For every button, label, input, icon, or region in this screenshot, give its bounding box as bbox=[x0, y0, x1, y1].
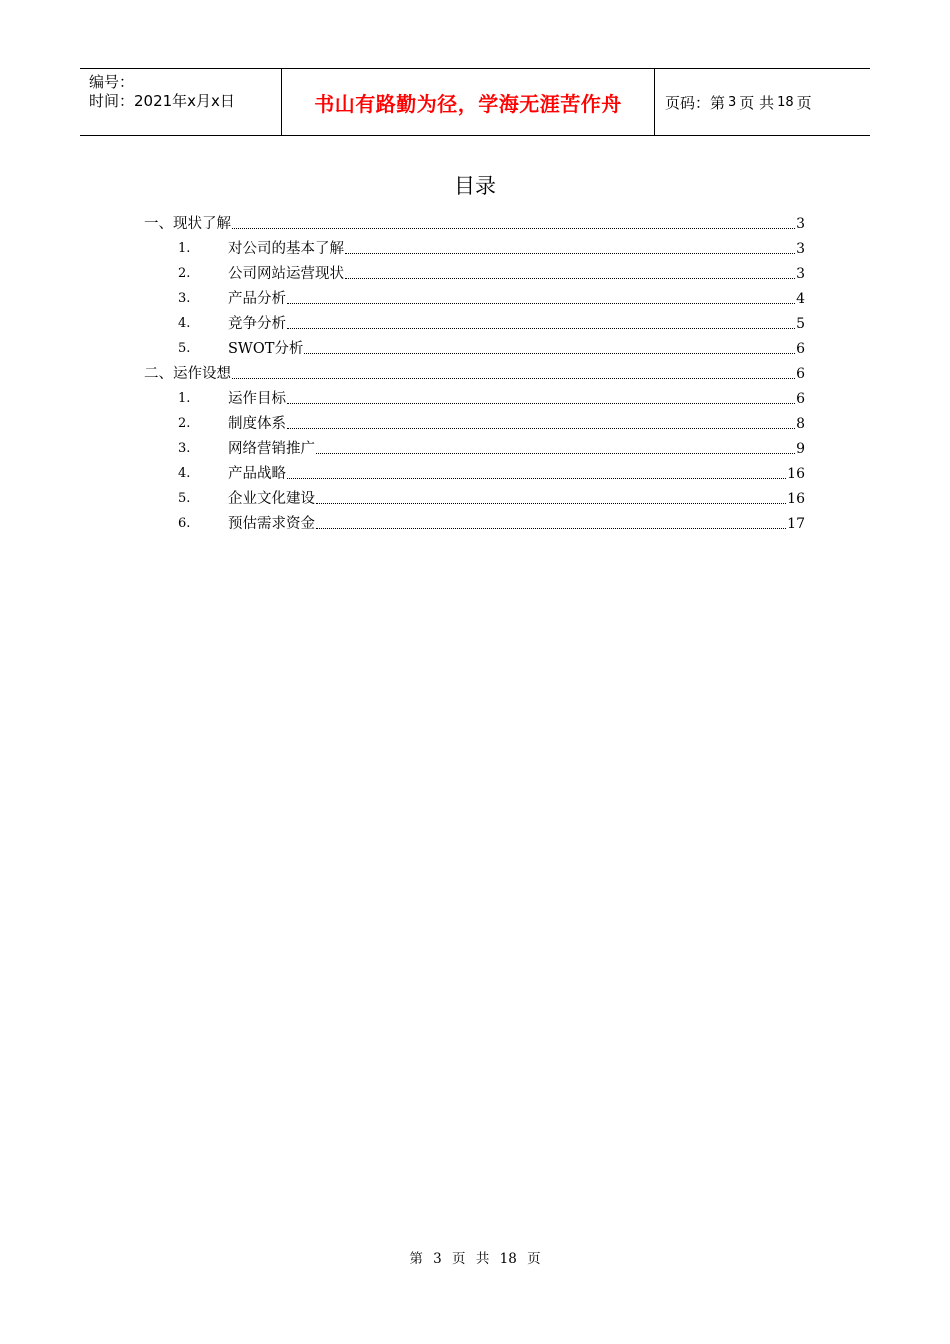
toc-entry-number: 3. bbox=[178, 441, 191, 456]
toc-dot-leader bbox=[316, 527, 786, 529]
toc-entry-label: 对公司的基本了解 bbox=[228, 241, 344, 257]
toc-subsection-entry[interactable] bbox=[178, 510, 805, 535]
toc-entry-number: 3. bbox=[178, 291, 191, 306]
motto-text: 书山有路勤为径，学海无涯苦作舟 bbox=[314, 91, 622, 116]
toc-subsection-entry[interactable] bbox=[178, 335, 805, 360]
toc-subsection-entry[interactable] bbox=[178, 260, 805, 285]
toc-entry-label: 公司网站运营现状 bbox=[228, 266, 344, 282]
toc-entry-page: 5 bbox=[796, 316, 805, 332]
toc-dot-leader bbox=[304, 352, 795, 354]
toc-dot-leader bbox=[345, 277, 795, 279]
page-label-mid: 页 共 bbox=[739, 93, 775, 112]
date-label: 时间：2021年x月x日 bbox=[89, 92, 235, 110]
toc-entry-label: 产品分析 bbox=[228, 291, 286, 307]
toc-entry-page: 8 bbox=[796, 416, 805, 432]
page-label-suffix: 页 bbox=[796, 93, 812, 112]
toc-entry-label: 网络营销推广 bbox=[228, 441, 315, 457]
page-footer: 第 3 页 共 18 页 bbox=[409, 1251, 541, 1267]
toc-entry-label: 产品战略 bbox=[228, 466, 286, 482]
toc-entry-page: 4 bbox=[796, 291, 805, 307]
toc-entry-page: 3 bbox=[796, 266, 805, 282]
toc-entry-number: 1. bbox=[178, 391, 191, 406]
toc-entry-page: 3 bbox=[796, 241, 805, 257]
toc-entry-number: 2. bbox=[178, 416, 191, 431]
toc-entry-label: 企业文化建设 bbox=[228, 491, 315, 507]
toc-entry-number: 6. bbox=[178, 516, 191, 531]
page-total: 18 bbox=[777, 94, 794, 110]
toc-dot-leader bbox=[287, 327, 795, 329]
header-page-cell bbox=[655, 69, 870, 135]
toc-section-entry[interactable] bbox=[144, 210, 805, 235]
toc-entry-label: 一、现状了解 bbox=[144, 216, 231, 232]
toc-subsection-entry[interactable] bbox=[178, 310, 805, 335]
page-current: 3 bbox=[728, 94, 737, 110]
toc-dot-leader bbox=[287, 477, 786, 479]
toc-dot-leader bbox=[287, 302, 795, 304]
toc-entry-label: 二、运作设想 bbox=[144, 366, 231, 382]
toc-section-entry[interactable] bbox=[144, 360, 805, 385]
toc-entry-label: 预估需求资金 bbox=[228, 516, 315, 532]
toc-entry-number: 4. bbox=[178, 316, 191, 331]
toc-entry-number: 2. bbox=[178, 266, 191, 281]
toc-dot-leader bbox=[287, 402, 795, 404]
toc-subsection-entry[interactable] bbox=[178, 385, 805, 410]
toc-entry-page: 16 bbox=[787, 491, 805, 507]
toc-entry-number: 4. bbox=[178, 466, 191, 481]
toc-subsection-entry[interactable] bbox=[178, 485, 805, 510]
toc-entry-page: 6 bbox=[796, 366, 805, 382]
toc-entry-page: 17 bbox=[787, 516, 805, 532]
toc-entry-number: 5. bbox=[178, 341, 191, 356]
page-label-prefix: 页码：第 bbox=[665, 93, 726, 112]
header-motto-cell bbox=[282, 69, 655, 135]
toc-dot-leader bbox=[316, 502, 786, 504]
toc-subsection-entry[interactable] bbox=[178, 410, 805, 435]
toc-dot-leader bbox=[287, 427, 795, 429]
code-label: 编号： bbox=[89, 73, 135, 91]
toc-dot-leader bbox=[232, 377, 795, 379]
toc-title: 目录 bbox=[454, 174, 496, 198]
header-meta-cell bbox=[80, 69, 282, 135]
document-header bbox=[80, 68, 870, 136]
toc-dot-leader bbox=[232, 227, 795, 229]
toc-subsection-entry[interactable] bbox=[178, 435, 805, 460]
toc-dot-leader bbox=[345, 252, 795, 254]
toc-entry-page: 6 bbox=[796, 391, 805, 407]
toc-entry-number: 5. bbox=[178, 491, 191, 506]
toc-entry-page: 16 bbox=[787, 466, 805, 482]
toc-entry-label: 竞争分析 bbox=[228, 316, 286, 332]
toc-subsection-entry[interactable] bbox=[178, 460, 805, 485]
toc-dot-leader bbox=[316, 452, 795, 454]
toc-entry-label: SWOT分析 bbox=[228, 341, 304, 357]
toc-entry-label: 运作目标 bbox=[228, 391, 286, 407]
toc-entry-number: 1. bbox=[178, 241, 191, 256]
toc-subsection-entry[interactable] bbox=[178, 285, 805, 310]
toc-entry-page: 9 bbox=[796, 441, 805, 457]
toc-subsection-entry[interactable] bbox=[178, 235, 805, 260]
toc-entry-page: 6 bbox=[796, 341, 805, 357]
toc-entry-label: 制度体系 bbox=[228, 416, 286, 432]
toc-entry-page: 3 bbox=[796, 216, 805, 232]
